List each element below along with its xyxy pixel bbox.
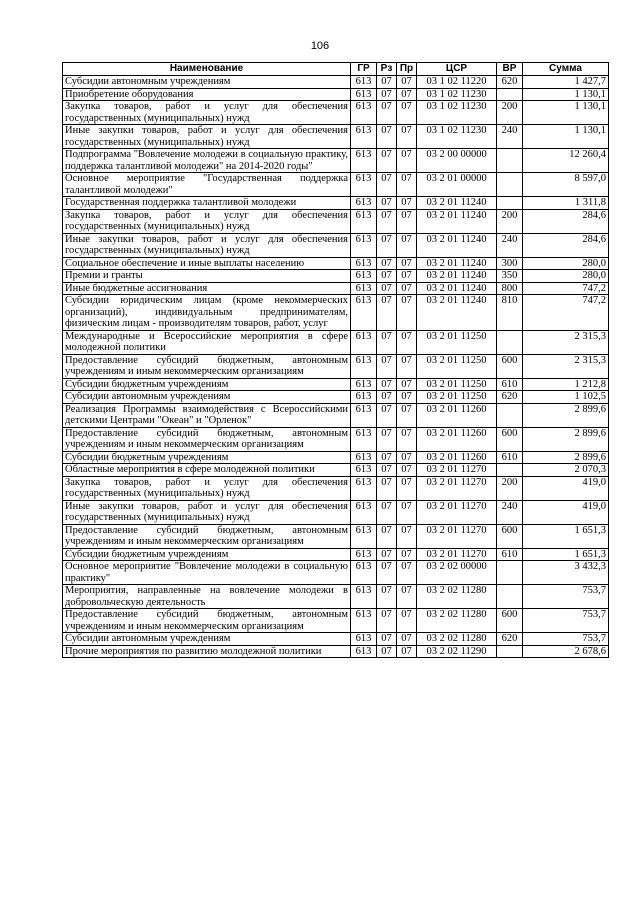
cell-rz: 07 xyxy=(377,295,397,331)
cell-vr: 620 xyxy=(497,633,523,646)
cell-name: Социальное обеспечение и иные выплаты населению xyxy=(63,257,351,270)
header-name: Наименование xyxy=(63,63,351,76)
cell-pr: 07 xyxy=(397,233,417,257)
table-row xyxy=(63,548,609,561)
table-row xyxy=(63,125,609,149)
cell-vr: 200 xyxy=(497,476,523,500)
cell-gr: 613 xyxy=(351,101,377,125)
cell-vr: 200 xyxy=(497,101,523,125)
table-header-row xyxy=(63,63,609,76)
cell-pr: 07 xyxy=(397,88,417,101)
cell-csr: 03 2 01 11260 xyxy=(417,427,497,451)
table-row xyxy=(63,149,609,173)
cell-name: Подпрограмма "Вовлечение молодежи в социальную практику, поддержка талантливой молодежи" на 2014-2020 годы" xyxy=(63,149,351,173)
cell-name: Областные мероприятия в сфере молодежной политики xyxy=(63,464,351,477)
cell-gr: 613 xyxy=(351,561,377,585)
cell-gr: 613 xyxy=(351,88,377,101)
cell-gr: 613 xyxy=(351,209,377,233)
cell-gr: 613 xyxy=(351,354,377,378)
cell-pr: 07 xyxy=(397,378,417,391)
cell-csr: 03 2 01 11240 xyxy=(417,233,497,257)
cell-rz: 07 xyxy=(377,548,397,561)
cell-csr: 03 2 01 11240 xyxy=(417,282,497,295)
cell-gr: 613 xyxy=(351,633,377,646)
cell-vr: 200 xyxy=(497,209,523,233)
cell-vr: 620 xyxy=(497,76,523,89)
cell-vr: 600 xyxy=(497,609,523,633)
cell-vr: 240 xyxy=(497,500,523,524)
cell-pr: 07 xyxy=(397,500,417,524)
cell-csr: 03 1 02 11220 xyxy=(417,76,497,89)
cell-csr: 03 2 01 11240 xyxy=(417,295,497,331)
cell-vr: 240 xyxy=(497,125,523,149)
cell-sum: 2 899,6 xyxy=(523,451,609,464)
cell-sum: 1 651,3 xyxy=(523,548,609,561)
cell-pr: 07 xyxy=(397,197,417,210)
table-row xyxy=(63,524,609,548)
cell-sum: 280,0 xyxy=(523,257,609,270)
cell-sum: 753,7 xyxy=(523,585,609,609)
cell-pr: 07 xyxy=(397,125,417,149)
cell-name: Мероприятия, направленные на вовлечение молодежи в добровольческую деятельность xyxy=(63,585,351,609)
cell-gr: 613 xyxy=(351,524,377,548)
cell-csr: 03 2 01 11270 xyxy=(417,476,497,500)
table-row xyxy=(63,378,609,391)
table-row xyxy=(63,233,609,257)
cell-sum: 280,0 xyxy=(523,270,609,283)
cell-gr: 613 xyxy=(351,645,377,658)
cell-rz: 07 xyxy=(377,645,397,658)
cell-name: Предоставление субсидий бюджетным, автономным учреждениям и иным некоммерческим организациям xyxy=(63,427,351,451)
cell-gr: 613 xyxy=(351,295,377,331)
cell-rz: 07 xyxy=(377,585,397,609)
cell-vr: 300 xyxy=(497,257,523,270)
table-row xyxy=(63,464,609,477)
cell-csr: 03 2 01 11240 xyxy=(417,270,497,283)
header-gr: ГР xyxy=(351,63,377,76)
cell-vr xyxy=(497,173,523,197)
cell-vr: 610 xyxy=(497,378,523,391)
cell-rz: 07 xyxy=(377,173,397,197)
table-row xyxy=(63,403,609,427)
table-row xyxy=(63,257,609,270)
cell-name: Субсидии юридическим лицам (кроме некоммерческих организаций), индивидуальным предпринимателям, физическим лицам - производителям товаров, работ, услуг xyxy=(63,295,351,331)
cell-name: Субсидии бюджетным учреждениям xyxy=(63,378,351,391)
cell-name: Субсидии автономным учреждениям xyxy=(63,391,351,404)
cell-rz: 07 xyxy=(377,197,397,210)
cell-gr: 613 xyxy=(351,330,377,354)
cell-gr: 613 xyxy=(351,609,377,633)
cell-csr: 03 2 01 00000 xyxy=(417,173,497,197)
cell-rz: 07 xyxy=(377,476,397,500)
header-csr: ЦСР xyxy=(417,63,497,76)
cell-gr: 613 xyxy=(351,476,377,500)
cell-sum: 2 678,6 xyxy=(523,645,609,658)
cell-sum: 753,7 xyxy=(523,633,609,646)
cell-gr: 613 xyxy=(351,378,377,391)
cell-gr: 613 xyxy=(351,585,377,609)
cell-csr: 03 1 02 11230 xyxy=(417,125,497,149)
cell-name: Основное мероприятие "Вовлечение молодежи в социальную практику" xyxy=(63,561,351,585)
cell-rz: 07 xyxy=(377,76,397,89)
cell-name: Субсидии автономным учреждениям xyxy=(63,633,351,646)
cell-name: Иные закупки товаров, работ и услуг для обеспечения государственных (муниципальных) нужд xyxy=(63,233,351,257)
cell-name: Предоставление субсидий бюджетным, автономным учреждениям и иным некоммерческим организациям xyxy=(63,354,351,378)
cell-name: Закупка товаров, работ и услуг для обеспечения государственных (муниципальных) нужд xyxy=(63,209,351,233)
cell-csr: 03 2 01 11250 xyxy=(417,378,497,391)
cell-sum: 2 315,3 xyxy=(523,354,609,378)
cell-sum: 1 130,1 xyxy=(523,88,609,101)
cell-rz: 07 xyxy=(377,270,397,283)
cell-vr: 610 xyxy=(497,451,523,464)
cell-name: Реализация Программы взаимодействия с Всероссийскими детскими Центрами "Океан" и "Орленок" xyxy=(63,403,351,427)
cell-sum: 1 311,8 xyxy=(523,197,609,210)
table-row xyxy=(63,391,609,404)
cell-sum: 2 899,6 xyxy=(523,427,609,451)
cell-vr xyxy=(497,645,523,658)
cell-sum: 1 130,1 xyxy=(523,125,609,149)
cell-sum: 2 070,3 xyxy=(523,464,609,477)
page-number: 106 xyxy=(310,40,330,52)
cell-name: Иные закупки товаров, работ и услуг для обеспечения государственных (муниципальных) нужд xyxy=(63,125,351,149)
cell-name: Премии и гранты xyxy=(63,270,351,283)
cell-csr: 03 2 01 11250 xyxy=(417,391,497,404)
header-rz: Рз xyxy=(377,63,397,76)
cell-vr xyxy=(497,403,523,427)
cell-pr: 07 xyxy=(397,76,417,89)
cell-csr: 03 2 01 11250 xyxy=(417,354,497,378)
cell-rz: 07 xyxy=(377,88,397,101)
cell-sum: 284,6 xyxy=(523,233,609,257)
table-row xyxy=(63,585,609,609)
cell-vr xyxy=(497,585,523,609)
cell-sum: 1 427,7 xyxy=(523,76,609,89)
table-row xyxy=(63,645,609,658)
cell-gr: 613 xyxy=(351,427,377,451)
cell-pr: 07 xyxy=(397,464,417,477)
cell-pr: 07 xyxy=(397,330,417,354)
cell-gr: 613 xyxy=(351,548,377,561)
table-row xyxy=(63,173,609,197)
table-row xyxy=(63,561,609,585)
table-row xyxy=(63,427,609,451)
cell-gr: 613 xyxy=(351,149,377,173)
cell-rz: 07 xyxy=(377,500,397,524)
table-row xyxy=(63,609,609,633)
cell-sum: 2 315,3 xyxy=(523,330,609,354)
budget-table xyxy=(62,62,609,658)
cell-pr: 07 xyxy=(397,282,417,295)
cell-pr: 07 xyxy=(397,209,417,233)
cell-csr: 03 1 02 11230 xyxy=(417,88,497,101)
cell-sum: 3 432,3 xyxy=(523,561,609,585)
cell-csr: 03 2 01 11240 xyxy=(417,197,497,210)
cell-rz: 07 xyxy=(377,524,397,548)
cell-pr: 07 xyxy=(397,173,417,197)
cell-csr: 03 2 01 11240 xyxy=(417,257,497,270)
cell-pr: 07 xyxy=(397,645,417,658)
cell-sum: 1 102,5 xyxy=(523,391,609,404)
table-row xyxy=(63,295,609,331)
cell-gr: 613 xyxy=(351,270,377,283)
cell-rz: 07 xyxy=(377,609,397,633)
cell-rz: 07 xyxy=(377,464,397,477)
cell-pr: 07 xyxy=(397,633,417,646)
table-row xyxy=(63,633,609,646)
cell-vr xyxy=(497,149,523,173)
table-row xyxy=(63,76,609,89)
cell-vr: 600 xyxy=(497,524,523,548)
cell-vr: 600 xyxy=(497,427,523,451)
cell-csr: 03 2 01 11260 xyxy=(417,403,497,427)
cell-name: Иные бюджетные ассигнования xyxy=(63,282,351,295)
cell-sum: 419,0 xyxy=(523,500,609,524)
cell-csr: 03 2 01 11270 xyxy=(417,464,497,477)
cell-sum: 1 212,8 xyxy=(523,378,609,391)
table-row xyxy=(63,330,609,354)
cell-vr: 620 xyxy=(497,391,523,404)
table-row xyxy=(63,500,609,524)
cell-csr: 03 2 01 11260 xyxy=(417,451,497,464)
table-row xyxy=(63,209,609,233)
cell-csr: 03 2 02 00000 xyxy=(417,561,497,585)
cell-gr: 613 xyxy=(351,197,377,210)
cell-rz: 07 xyxy=(377,149,397,173)
cell-sum: 747,2 xyxy=(523,282,609,295)
cell-gr: 613 xyxy=(351,403,377,427)
cell-sum: 12 260,4 xyxy=(523,149,609,173)
cell-sum: 1 651,3 xyxy=(523,524,609,548)
cell-vr: 810 xyxy=(497,295,523,331)
cell-gr: 613 xyxy=(351,464,377,477)
cell-gr: 613 xyxy=(351,282,377,295)
cell-pr: 07 xyxy=(397,524,417,548)
cell-rz: 07 xyxy=(377,282,397,295)
cell-pr: 07 xyxy=(397,427,417,451)
cell-vr: 240 xyxy=(497,233,523,257)
cell-vr xyxy=(497,88,523,101)
cell-csr: 03 2 02 11280 xyxy=(417,633,497,646)
cell-pr: 07 xyxy=(397,403,417,427)
cell-csr: 03 1 02 11230 xyxy=(417,101,497,125)
cell-vr: 610 xyxy=(497,548,523,561)
cell-gr: 613 xyxy=(351,125,377,149)
cell-rz: 07 xyxy=(377,209,397,233)
cell-sum: 2 899,6 xyxy=(523,403,609,427)
table-row xyxy=(63,476,609,500)
cell-pr: 07 xyxy=(397,257,417,270)
cell-csr: 03 2 02 11280 xyxy=(417,585,497,609)
cell-name: Основное мероприятие "Государственная поддержка талантливой молодежи" xyxy=(63,173,351,197)
cell-gr: 613 xyxy=(351,391,377,404)
cell-pr: 07 xyxy=(397,149,417,173)
cell-vr: 600 xyxy=(497,354,523,378)
cell-vr: 350 xyxy=(497,270,523,283)
table-row xyxy=(63,88,609,101)
cell-pr: 07 xyxy=(397,295,417,331)
cell-rz: 07 xyxy=(377,403,397,427)
cell-rz: 07 xyxy=(377,101,397,125)
cell-csr: 03 2 00 00000 xyxy=(417,149,497,173)
cell-rz: 07 xyxy=(377,330,397,354)
cell-rz: 07 xyxy=(377,125,397,149)
cell-sum: 419,0 xyxy=(523,476,609,500)
table-row xyxy=(63,101,609,125)
cell-vr: 800 xyxy=(497,282,523,295)
table-row xyxy=(63,270,609,283)
cell-csr: 03 2 01 11250 xyxy=(417,330,497,354)
cell-sum: 753,7 xyxy=(523,609,609,633)
cell-rz: 07 xyxy=(377,354,397,378)
cell-gr: 613 xyxy=(351,451,377,464)
table-row xyxy=(63,282,609,295)
cell-rz: 07 xyxy=(377,561,397,585)
cell-gr: 613 xyxy=(351,173,377,197)
cell-name: Предоставление субсидий бюджетным, автономным учреждениям и иным некоммерческим организациям xyxy=(63,609,351,633)
cell-name: Прочие мероприятия по развитию молодежной политики xyxy=(63,645,351,658)
cell-pr: 07 xyxy=(397,354,417,378)
cell-csr: 03 2 02 11290 xyxy=(417,645,497,658)
header-pr: Пр xyxy=(397,63,417,76)
cell-name: Субсидии автономным учреждениям xyxy=(63,76,351,89)
cell-sum: 747,2 xyxy=(523,295,609,331)
table-body xyxy=(63,76,609,658)
cell-sum: 8 597,0 xyxy=(523,173,609,197)
cell-name: Субсидии бюджетным учреждениям xyxy=(63,548,351,561)
cell-rz: 07 xyxy=(377,391,397,404)
header-sum: Сумма xyxy=(523,63,609,76)
cell-csr: 03 2 01 11270 xyxy=(417,524,497,548)
cell-name: Закупка товаров, работ и услуг для обеспечения государственных (муниципальных) нужд xyxy=(63,101,351,125)
cell-pr: 07 xyxy=(397,451,417,464)
cell-rz: 07 xyxy=(377,378,397,391)
cell-pr: 07 xyxy=(397,476,417,500)
cell-rz: 07 xyxy=(377,257,397,270)
cell-pr: 07 xyxy=(397,561,417,585)
cell-vr xyxy=(497,464,523,477)
cell-pr: 07 xyxy=(397,609,417,633)
cell-name: Приобретение оборудования xyxy=(63,88,351,101)
table-row xyxy=(63,451,609,464)
cell-vr xyxy=(497,561,523,585)
cell-name: Предоставление субсидий бюджетным, автономным учреждениям и иным некоммерческим организациям xyxy=(63,524,351,548)
cell-csr: 03 2 01 11240 xyxy=(417,209,497,233)
cell-name: Субсидии бюджетным учреждениям xyxy=(63,451,351,464)
header-vr: ВР xyxy=(497,63,523,76)
cell-sum: 284,6 xyxy=(523,209,609,233)
cell-sum: 1 130,1 xyxy=(523,101,609,125)
cell-rz: 07 xyxy=(377,233,397,257)
cell-pr: 07 xyxy=(397,270,417,283)
cell-vr xyxy=(497,197,523,210)
cell-rz: 07 xyxy=(377,427,397,451)
cell-pr: 07 xyxy=(397,585,417,609)
cell-pr: 07 xyxy=(397,391,417,404)
cell-rz: 07 xyxy=(377,451,397,464)
cell-rz: 07 xyxy=(377,633,397,646)
cell-csr: 03 2 01 11270 xyxy=(417,548,497,561)
cell-gr: 613 xyxy=(351,76,377,89)
cell-csr: 03 2 02 11280 xyxy=(417,609,497,633)
cell-gr: 613 xyxy=(351,500,377,524)
cell-pr: 07 xyxy=(397,548,417,561)
cell-name: Государственная поддержка талантливой молодежи xyxy=(63,197,351,210)
cell-gr: 613 xyxy=(351,257,377,270)
cell-vr xyxy=(497,330,523,354)
table-row xyxy=(63,197,609,210)
cell-name: Международные и Всероссийские мероприятия в сфере молодежной политики xyxy=(63,330,351,354)
cell-name: Иные закупки товаров, работ и услуг для обеспечения государственных (муниципальных) нужд xyxy=(63,500,351,524)
cell-name: Закупка товаров, работ и услуг для обеспечения государственных (муниципальных) нужд xyxy=(63,476,351,500)
cell-gr: 613 xyxy=(351,233,377,257)
cell-csr: 03 2 01 11270 xyxy=(417,500,497,524)
table-row xyxy=(63,354,609,378)
cell-pr: 07 xyxy=(397,101,417,125)
